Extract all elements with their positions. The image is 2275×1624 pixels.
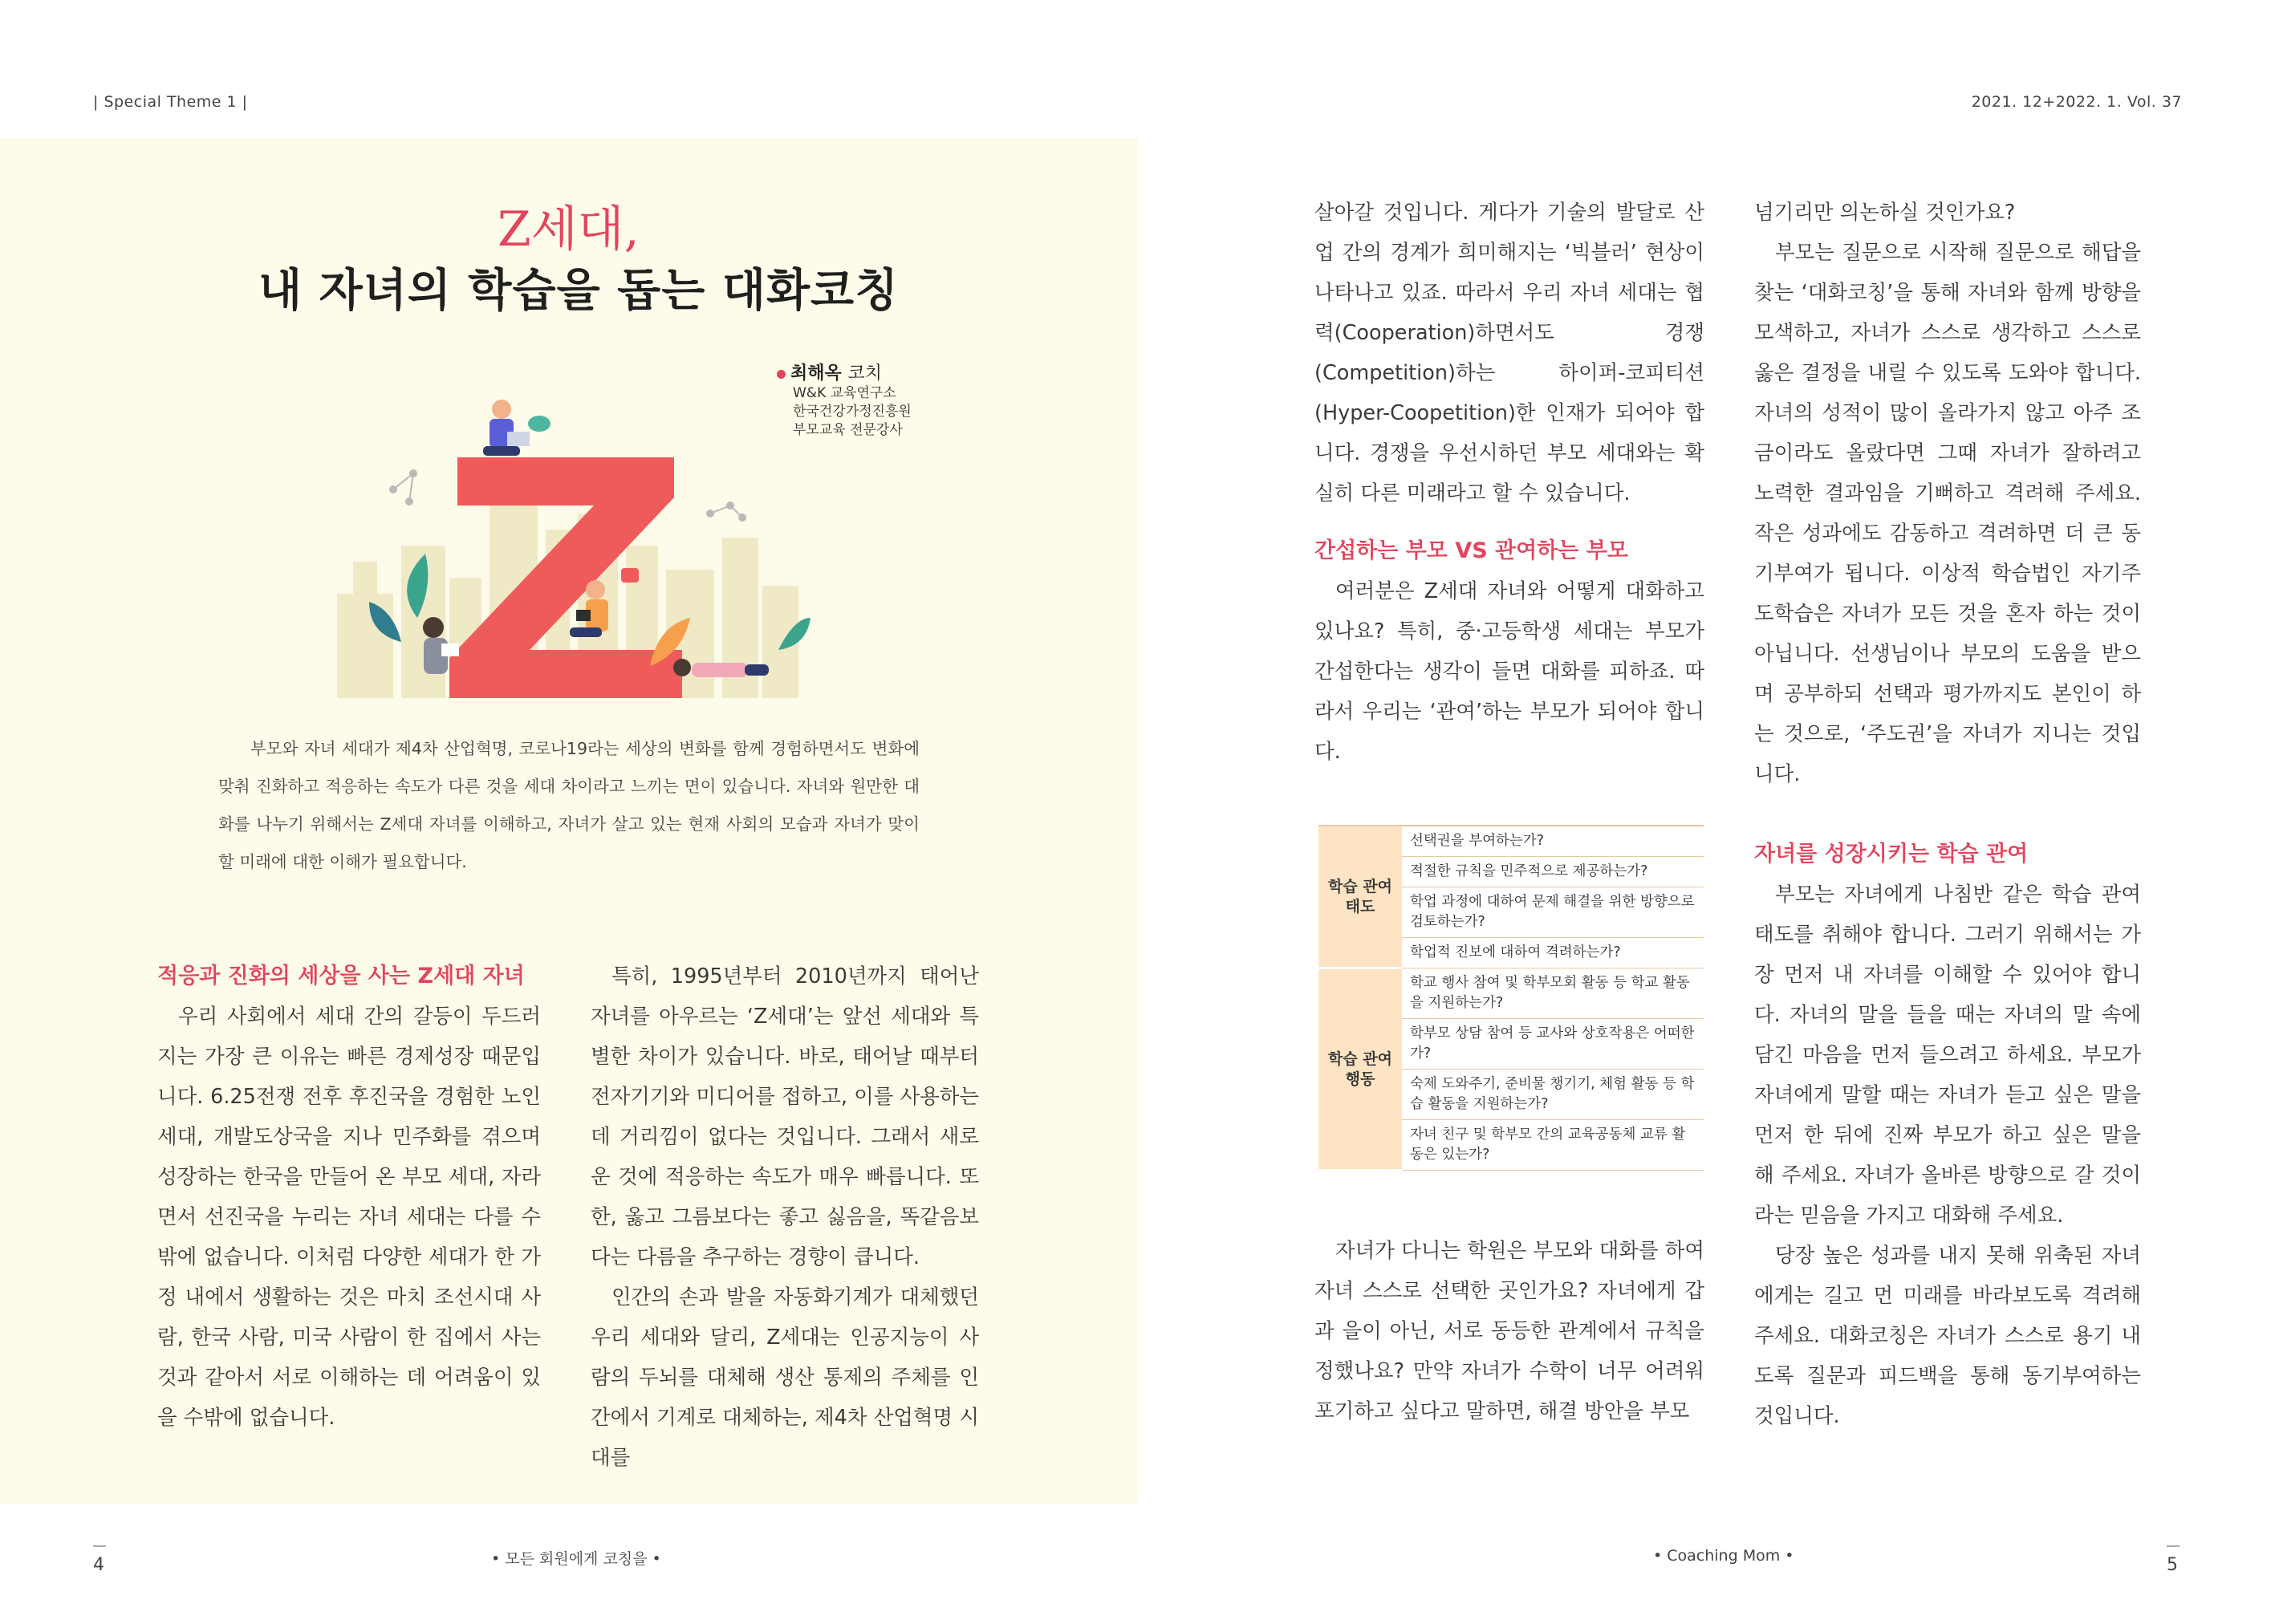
learning-involvement-table [1318,825,1704,1171]
table-cell: 학부모 상담 참여 등 교사와 상호작용은 어떠한가? [1402,1019,1704,1070]
author-name: 최해옥 [790,363,842,384]
section-heading: 적응과 진화의 세상을 사는 Z세대 자녀 [157,964,525,989]
section-label: | Special Theme 1 | [93,93,248,111]
column-3 [1314,193,1704,772]
column-4 [1754,193,2141,1436]
paragraph: 당장 높은 성과를 내지 못해 위축된 자녀에게는 길고 먼 미래를 바라보도록 격려해 주세요. 대화코칭은 자녀가 스스로 용기 내도록 질문과 피드백을 통해 동기부여하는 것입니다. [1754,1244,2141,1428]
table-cell: 학업적 진보에 대하여 격려하는가? [1402,938,1704,968]
paragraph: 넘기리만 의논하실 것인가요? [1754,201,2016,225]
paragraph: 특히, 1995년부터 2010년까지 태어난 자녀를 아우르는 ‘Z세대’는 앞선 세대와 특별한 차이가 있습니다. 바로, 태어날 때부터 전자기기와 미디어를 접하고, 이를 사용하는 데 거리낌이 없다는 것입니다. 그래서 새로운 것에 적응하는 속도가 매우 빠릅니다. 또한, 옳고 그름보다는 좋고 싫음을, 똑같음보다는 다름을 추구하는 경향이 큽니다. [591,964,979,1269]
column-3-continued [1314,1231,1704,1431]
table-category-cell: 학습 관여 태도 [1318,826,1402,968]
table-category-cell: 학습 관여 행동 [1318,968,1402,1171]
z-generation-illustration [305,377,819,698]
table-cell: 선택권을 부여하는가? [1402,826,1704,857]
paragraph: 우리 사회에서 세대 간의 갈등이 두드러지는 가장 큰 이유는 빠른 경제성장 때문입니다. 6.25전쟁 전후 후진국을 경험한 노인 세대, 개발도상국을 지나 민주화를 겪으며 성장하는 한국을 만들어 온 부모 세대, 자라면서 선진국을 누리는 자녀 세대는 다를 수밖에 없습니다. 이처럼 다양한 세대가 한 가정 내에서 생활하는 것은 마치 조선시대 사람, 한국 사람, 미국 사람이 한 집에서 사는 것과 같아서 서로 이해하는 데 어려움이 있을 수밖에 없습니다. [157,1005,541,1430]
section-heading: 간섭하는 부모 VS 관여하는 부모 [1314,538,1628,563]
page-number-left: 4 [93,1545,106,1575]
divider [93,1545,106,1547]
chat-bubble-icon [528,416,550,432]
table-row [1318,826,1704,857]
table-cell: 숙제 도와주기, 준비물 챙기기, 체험 활동 등 학습 활동을 지원하는가? [1402,1070,1704,1120]
heart-icon [621,568,639,583]
paragraph: 부모는 질문으로 시작해 질문으로 해답을 찾는 ‘대화코칭’을 통해 자녀와 함께 방향을 모색하고, 자녀가 스스로 생각하고 스스로 옳은 결정을 내릴 수 있도록 도와야 합니다. 자녀의 성적이 많이 올라가지 않고 아주 조금이라도 올랐다면 그때 자녀가 잘하려고 노력한 결과임을 기뻐하고 격려해 주세요. 작은 성과에도 감동하고 격려하면 더 큰 동기부여가 됩니다. 이상적 학습법인 자기주도학습은 자녀가 모든 것을 혼자 하는 것이 아닙니다. 선생님이나 부모의 도움을 받으며 공부하되 선택과 평가까지도 본인이 하는 것으로, ‘주도권’을 자녀가 지니는 것입니다. [1754,241,2141,786]
page-number-right: 5 [2167,1545,2180,1575]
paragraph: 인간의 손과 발을 자동화기계가 대체했던 우리 세대와 달리, Z세대는 인공지능이 사람의 두뇌를 대체해 생산 통제의 주체를 인간에서 기계로 대체하는, 제4차 산업혁명 시대를 [591,1285,979,1470]
article-intro: 부모와 자녀 세대가 제4차 산업혁명, 코로나19라는 세상의 변화를 함께 경험하면서도 변화에 맞춰 진화하고 적응하는 속도가 다른 것을 세대 차이라고 느끼는 면이 있습니다. 자녀와 원만한 대화를 나누기 위해서는 Z세대 자녀를 이해하고, 자녀가 살고 있는 현재 사회의 모습과 자녀가 맞이할 미래에 대한 이해가 필요합니다. [218,739,920,871]
author-role: 코치 [847,363,882,384]
author-affiliation: W&K 교육연구소 [793,385,896,401]
column-1 [157,956,541,1438]
paragraph: 여러분은 Z세대 자녀와 어떻게 대화하고 있나요? 특히, 중·고등학생 세대는 부모가 간섭한다는 생각이 들면 대화를 피하죠. 따라서 우리는 ‘관여’하는 부모가 되어야 합니다. [1314,579,1704,764]
author-affiliation: 부모교육 전문강사 [793,422,903,438]
author-affiliation: 한국건강가정진흥원 [793,404,912,420]
table-cell: 학교 행사 참여 및 학부모회 활동 등 학교 활동을 지원하는가? [1402,968,1704,1019]
table-cell: 자녀 친구 및 학부모 간의 교육공동체 교류 활동은 있는가? [1402,1120,1704,1171]
article-title-line1: Z세대, [498,201,640,258]
divider [2167,1545,2180,1547]
paragraph: 부모는 자녀에게 나침반 같은 학습 관여 태도를 취해야 합니다. 그러기 위해서는 가장 먼저 내 자녀를 이해할 수 있어야 합니다. 자녀의 말을 들을 때는 자녀의 말 속에 담긴 마음을 먼저 들으려고 하세요. 부모가 자녀에게 말할 때는 자녀가 듣고 싶은 말을 먼저 한 뒤에 진짜 부모가 하고 싶은 말을 해 주세요. 자녀가 올바른 방향으로 갈 것이라는 믿음을 가지고 대화해 주세요. [1754,883,2141,1228]
table-cell: 적절한 규칙을 민주적으로 제공하는가? [1402,857,1704,887]
section-heading: 자녀를 성장시키는 학습 관여 [1754,842,2029,867]
footer-right-text: • Coaching Mom • [1653,1547,1794,1565]
issue-label: 2021. 12+2022. 1. Vol. 37 [1971,93,2182,111]
footer-left-text: • 모든 회원에게 코칭을 • [491,1550,661,1568]
article-title-line2: 내 자녀의 학습을 돕는 대화코칭 [258,265,900,317]
paragraph: 자녀가 다니는 학원은 부모와 대화를 하여 자녀 스스로 선택한 곳인가요? 자녀에게 갑과 을이 아닌, 서로 동등한 관계에서 규칙을 정했나요? 만약 자녀가 수학이 너무 어려워 포기하고 싶다고 말하면, 해결 방안을 부모 [1314,1239,1704,1423]
column-2 [591,956,979,1478]
table-cell: 학업 과정에 대하여 문제 해결을 위한 방향으로 검토하는가? [1402,887,1704,938]
paragraph: 살아갈 것입니다. 게다가 기술의 발달로 산업 간의 경계가 희미해지는 ‘빅블러’ 현상이 나타나고 있죠. 따라서 우리 자녀 세대는 협력(Cooperation)하면서도 경쟁(Competition)하는 하이퍼-코피티션(Hyper-Coopetition)한 인재가 되어야 합니다. 경쟁을 우선시하던 부모 세대와는 확실히 다른 미래라고 할 수 있습니다. [1314,201,1704,505]
table-row [1318,968,1704,1019]
person-laptop-icon [483,400,530,456]
